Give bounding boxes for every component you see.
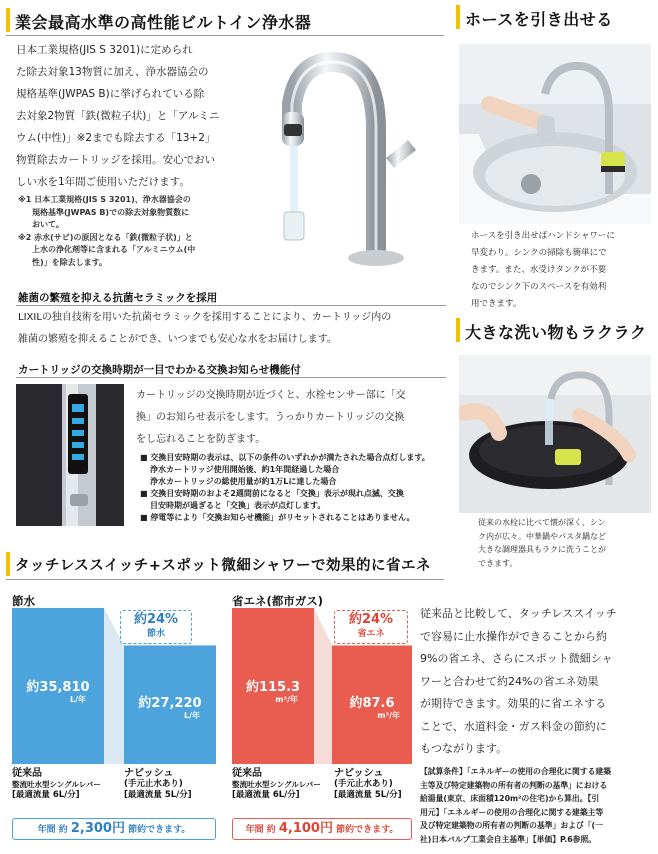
sensor-display-image [16, 384, 124, 526]
saving-value: 4,100円 [278, 821, 333, 836]
label-line: 整流吐水型シングルレバー [232, 780, 321, 789]
gas-chart-title: 省エネ(都市ガス) [232, 594, 324, 608]
gas-value-old: 約115.3 [245, 680, 301, 695]
label-line: [最適流量 6L/分] [232, 790, 300, 800]
footnote-line: 上水の浄化剤等に含まれる「アルミニウム(中 [32, 245, 196, 254]
hose-sink-image [459, 44, 651, 224]
water-reduction-value: 約24% [133, 612, 179, 627]
condition-line: 社)日本バルブ工業会自主基準」【単価】P.6参照。 [420, 834, 597, 844]
ceramic-text-line: LIXILの独自技術を用いた抗菌セラミックを採用することにより、カートリッジ内の [18, 312, 392, 323]
hose-text-line: ホースを引き出せばハンドシャワーに [471, 231, 615, 241]
gas-label-old [232, 768, 332, 801]
section-accent-bar [456, 5, 460, 29]
water-reduction-box [120, 610, 192, 644]
large-wash-description [478, 516, 654, 570]
condition-line: 【試算条件】「エネルギーの使用の合理化に関する建築 [420, 767, 612, 776]
eco-text-line: ことで、水道料金・ガス料金の節約に [420, 719, 607, 733]
description-line: た除去対象13物質に加え、浄水器協会の [16, 66, 209, 78]
section-title-large-wash: 大きな洗い物もラクラク [465, 323, 647, 342]
label-line: [最適流量 5L/分] [334, 790, 402, 800]
eco-text-line: 従来品と比較して、タッチレススイッチ [420, 607, 617, 620]
cartridge-text-line: カートリッジの交換時期が近づくと、水栓センサー部に「交 [136, 390, 406, 401]
water-saving-badge [12, 818, 216, 840]
label-line: (手元止水あり) [124, 779, 183, 789]
gas-value-new: 約87.6 [349, 696, 395, 711]
eco-text-line: ワーと合わせて約24%の省エネ効果 [420, 674, 599, 688]
section-divider [6, 35, 444, 36]
gas-reduction-label: 省エネ [357, 629, 385, 639]
gas-reduction-value: 約24% [348, 612, 394, 627]
water-chart-title: 節水 [12, 594, 35, 608]
wok-wash-image [459, 355, 651, 513]
water-label-new [124, 768, 220, 801]
bullet-line: 浄水カートリッジの総使用量が約1万Lに達した場合 [150, 477, 337, 486]
hose-text-line: なのでシンク下のスペースを有効利 [471, 282, 607, 292]
large-wash-text-line: できます。 [478, 558, 518, 568]
cartridge-text-line: 換」のお知らせ表示をします。うっかりカートリッジの交換 [136, 412, 405, 423]
section-accent-bar [456, 318, 460, 342]
gas-reduction-box [334, 610, 408, 644]
ceramic-text-line: 雑菌の繁殖を抑えることができ、いつまでも安心な水をお届けします。 [18, 334, 337, 345]
footnotes [18, 194, 250, 269]
section-title-pull-out-hose: ホースを引き出せる [465, 10, 613, 29]
large-wash-text-line: 大きな調理器具もラクに洗うことが [478, 545, 606, 554]
section-title-eco: タッチレススイッチ+スポット微細シャワーで効果的に省エネ [15, 558, 432, 574]
cartridge-description [136, 385, 448, 451]
description-line: 去対象2物質「鉄(微粒子状)」と「アルミニ [16, 110, 220, 122]
footnote-line: 性)」を除去します。 [32, 257, 108, 267]
gas-unit-old: m³/年 [275, 695, 298, 704]
bar-connector [314, 608, 332, 764]
label-line: ナビッシュ [124, 768, 174, 779]
water-reduction-label: 節水 [146, 629, 165, 639]
gas-chart [232, 608, 412, 764]
hose-text-line: きます。また、水受けタンクが不要 [471, 265, 607, 275]
saving-suffix: 節約できます。 [128, 825, 191, 835]
ceramic-divider [16, 305, 446, 306]
condition-line: 主等及び特定建築物の所有者の判断の基準」における [420, 780, 608, 790]
faucet-product-image [258, 40, 446, 272]
footnote-line: ※2 赤水(サビ)の原因となる「鉄(微粒子状)」と [18, 232, 193, 242]
cartridge-text-line: をし忘れることを防ぎます。 [136, 434, 266, 445]
saving-value: 2,300円 [70, 821, 125, 836]
section-title-builtin-purifier: 業会最高水準の高性能ビルトイン浄水器 [15, 13, 312, 32]
eco-text-line: で容易に止水操作ができることから約 [420, 629, 607, 643]
cartridge-title: カートリッジの交換時期が一目でわかる交換お知らせ機能付 [18, 364, 301, 376]
description-line: しい水を1年間ご使用いただけます。 [16, 176, 190, 188]
eco-text-line: もつながります。 [420, 742, 508, 755]
label-line: (手元止水あり) [334, 779, 393, 789]
bullet-line: 目安時期が過ぎると「交換」表示が点灯します。 [150, 501, 326, 510]
label-line: [最適流量 5L/分] [124, 790, 192, 800]
footnote-line: ※1 日本工業規格(JIS S 3201)、浄水器協会の [18, 195, 191, 204]
gas-label-new [334, 768, 430, 801]
purifier-description [16, 39, 248, 193]
large-wash-text-line: ク内が広々。中華鍋やパスタ鍋など [478, 531, 606, 541]
description-line: 物質除去カートリッジを採用。安心でおい [16, 154, 216, 166]
gas-unit-new: m³/年 [377, 711, 400, 720]
label-line: 従来品 [232, 768, 262, 779]
cartridge-bullets [140, 452, 450, 524]
hose-description [471, 228, 651, 313]
water-unit-old: L/年 [69, 695, 86, 704]
water-value-new: 約27,220 [138, 696, 202, 711]
condition-line: 給湯量(東京、床面積120m²の住宅)から算出。【引 [420, 794, 600, 803]
footnote-line: 規格基準(JWPAS B)での除去対象物質数に [32, 207, 190, 217]
description-line: 規格基準(JWPAS B)に挙げられている除 [16, 88, 205, 100]
bullet-line: 浄水カートリッジ使用開始後、約1年間経過した場合 [150, 465, 340, 474]
condition-line: 及び特定建築物の所有者の判断の基準」および「(一 [420, 821, 603, 830]
label-line: ナビッシュ [334, 768, 384, 779]
bullet-line: ■ 交換目安時期の表示は、以下の条件のいずれかが満たされた場合点灯します。 [140, 453, 430, 462]
bullet-line: ■ 停電等により「交換お知らせ機能」がリセットされることはありません。 [140, 513, 415, 522]
label-line: 整流吐水型シングルレバー [12, 780, 101, 789]
ceramic-title: 雑菌の繁殖を抑える抗菌セラミックを採用 [18, 292, 218, 304]
saving-prefix: 年間 約 [37, 825, 68, 835]
hose-text-line: 用できます。 [471, 299, 522, 309]
description-line: 日本工業規格(JIS S 3201)に定められ [16, 44, 193, 56]
water-value-old: 約35,810 [26, 680, 90, 695]
condition-line: 用元】「エネルギーの使用の合理化に関する建築主等 [420, 807, 604, 817]
hose-text-line: 早変わり。シンクの掃除も簡単にで [471, 248, 607, 258]
cartridge-divider [16, 377, 446, 378]
label-line: [最適流量 6L/分] [12, 790, 80, 800]
water-label-old [12, 768, 120, 801]
label-line: 従来品 [12, 768, 42, 779]
eco-conditions [420, 765, 656, 846]
eco-text-line: 9%の省エネ、さらにスポット微細シャ [420, 652, 613, 665]
eco-divider [6, 579, 444, 580]
section-accent-bar [6, 552, 10, 576]
eco-text-line: が期待できます。効果的に省エネする [420, 697, 607, 710]
ceramic-description [18, 307, 450, 351]
footnote-line: おいて。 [32, 220, 64, 229]
section-accent-bar [6, 8, 10, 32]
description-line: ウム(中性)」※2までも除去する「13+2」 [16, 132, 216, 144]
bullet-line: ■ 交換目安時期のおよそ2週間前になると「交換」表示が現れ点滅、交換 [140, 489, 404, 498]
gas-saving-badge [232, 818, 412, 840]
water-unit-new: L/年 [183, 711, 200, 720]
water-chart [12, 608, 216, 764]
saving-suffix: 節約できます。 [336, 825, 399, 835]
saving-prefix: 年間 約 [245, 825, 276, 835]
eco-description [420, 603, 656, 761]
large-wash-text-line: 従来の水栓に比べて懐が深く、シン [478, 518, 606, 527]
